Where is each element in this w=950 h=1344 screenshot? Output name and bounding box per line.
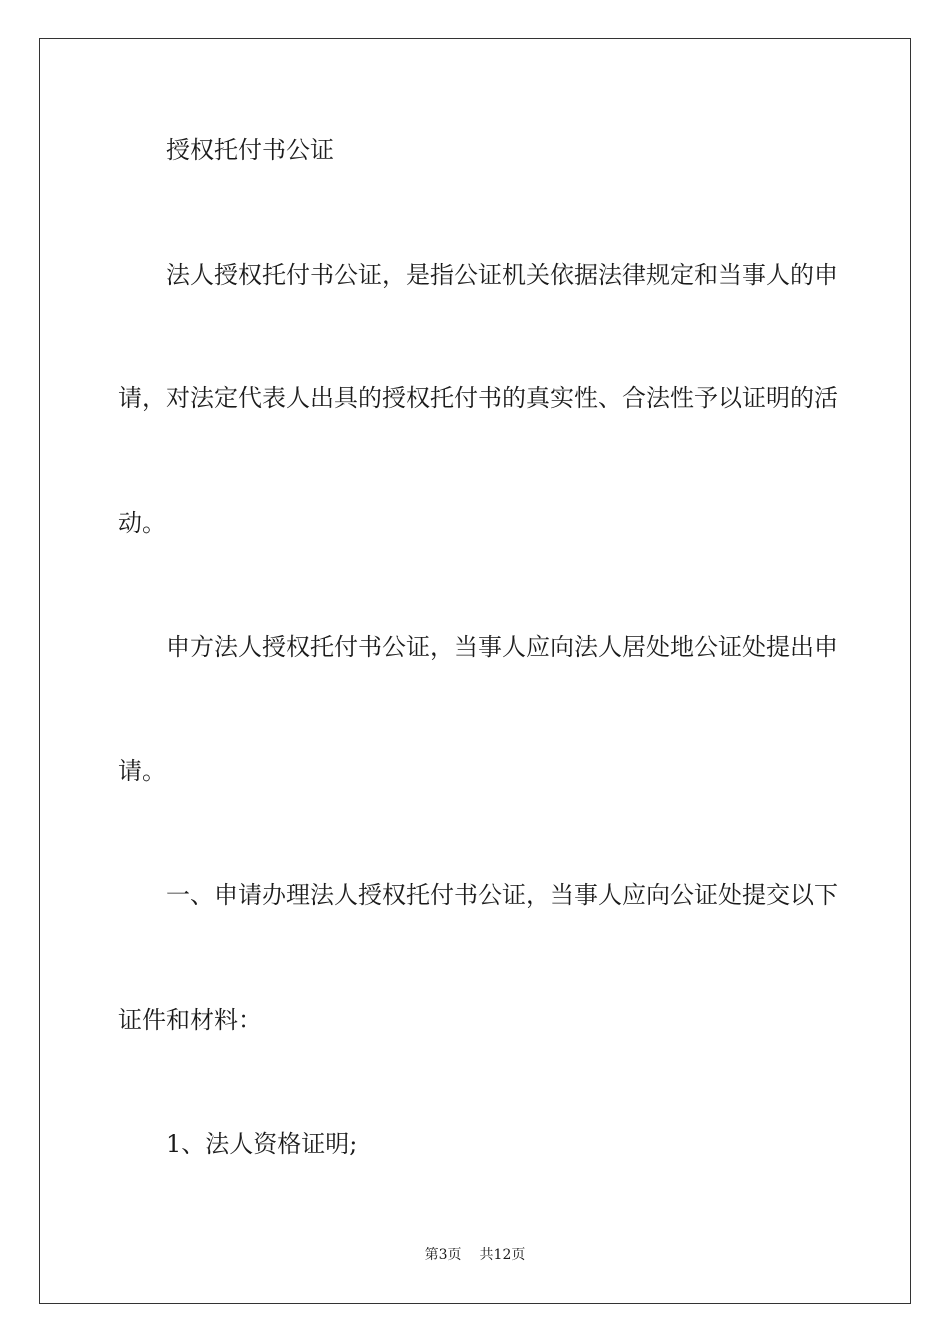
paragraph-line: 动。 [118,509,166,537]
paragraph-line: 请。 [118,757,166,785]
paragraph-line: 申方法人授权托付书公证，当事人应向法人居处地公证处提出申 [166,633,838,661]
list-item: 1、法人资格证明; [166,1130,358,1158]
document-title: 授权托付书公证 [166,136,334,164]
paragraph-line: 法人授权托付书公证，是指公证机关依据法律规定和当事人的申 [166,261,838,289]
page-border [39,38,911,1304]
paragraph-line: 证件和材料： [118,1006,262,1034]
paragraph-line: 一、申请办理法人授权托付书公证，当事人应向公证处提交以下 [166,881,838,909]
page-footer [0,1246,950,1264]
page-total: 共12页 [479,1247,526,1263]
paragraph-line: 请，对法定代表人出具的授权托付书的真实性、合法性予以证明的活 [118,384,838,412]
page-number: 第3页 [424,1247,462,1263]
